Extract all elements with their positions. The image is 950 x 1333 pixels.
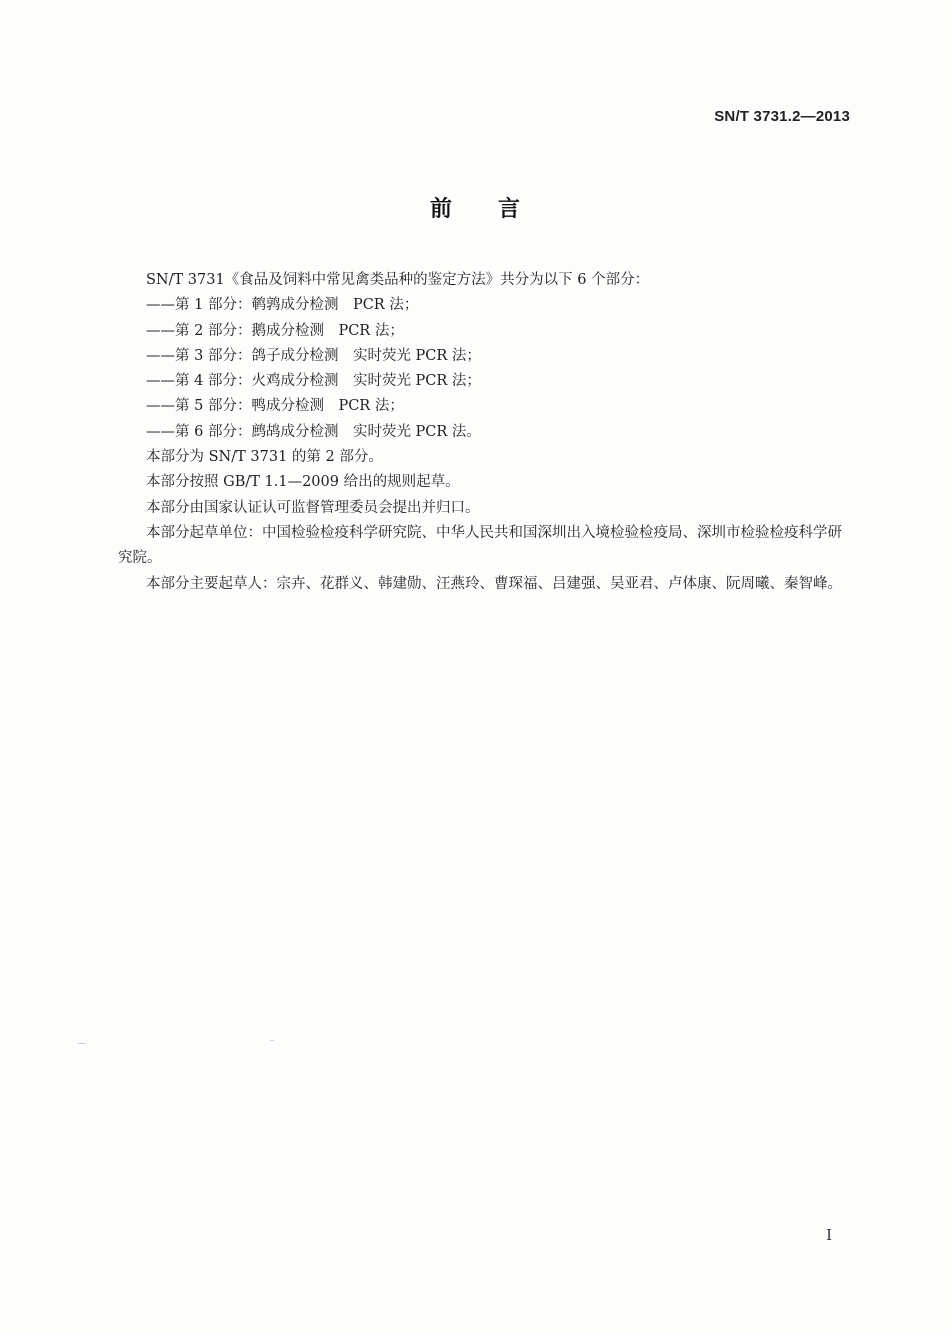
foreword-body <box>118 268 853 597</box>
part-list-item: ——第 3 部分：鸽子成分检测 实时荧光 PCR 法； <box>146 347 481 364</box>
foreword-line: 本部分按照 GB/T 1.1—2009 给出的规则起草。 <box>146 474 460 491</box>
foreword-line: 本部分为 SN/T 3731 的第 2 部分。 <box>146 449 383 466</box>
part-list-item: ——第 2 部分：鹅成分检测 PCR 法； <box>146 322 404 339</box>
page-title-char-1: 前 <box>429 197 452 222</box>
foreword-line: 本部分由国家认证认可监督管理委员会提出并归口。 <box>146 499 480 516</box>
foreword-line: SN/T 3731《食品及饲料中常见禽类品种的鉴定方法》共分为以下 6 个部分： <box>146 272 650 288</box>
page-number: I <box>826 1226 832 1244</box>
part-list-item: ——第 4 部分：火鸡成分检测 实时荧光 PCR 法； <box>146 373 481 390</box>
drafters-paragraph: 本部分主要起草人：宗卉、花群义、韩建勋、汪燕玲、曹琛福、吕建强、吴亚君、卢体康、阮周曦、秦智峰。 <box>146 575 842 592</box>
page-title <box>0 192 950 223</box>
part-list-item: ——第 6 部分：鹧鸪成分检测 实时荧光 PCR 法。 <box>146 423 481 440</box>
drafting-units-paragraph: 本部分起草单位：中国检验检疫科学研究院、中华人民共和国深圳出入境检验检疫局、深圳市检验检疫科学研究院。 <box>118 524 842 567</box>
standard-code: SN/T 3731.2—2013 <box>714 108 850 125</box>
part-list-item: ——第 1 部分：鹌鹑成分检测 PCR 法； <box>146 297 419 314</box>
part-list-item: ——第 5 部分：鸭成分检测 PCR 法； <box>146 398 404 415</box>
page-title-char-2: 言 <box>498 197 521 222</box>
scan-speck <box>270 1040 274 1041</box>
scan-speck <box>78 1043 86 1044</box>
